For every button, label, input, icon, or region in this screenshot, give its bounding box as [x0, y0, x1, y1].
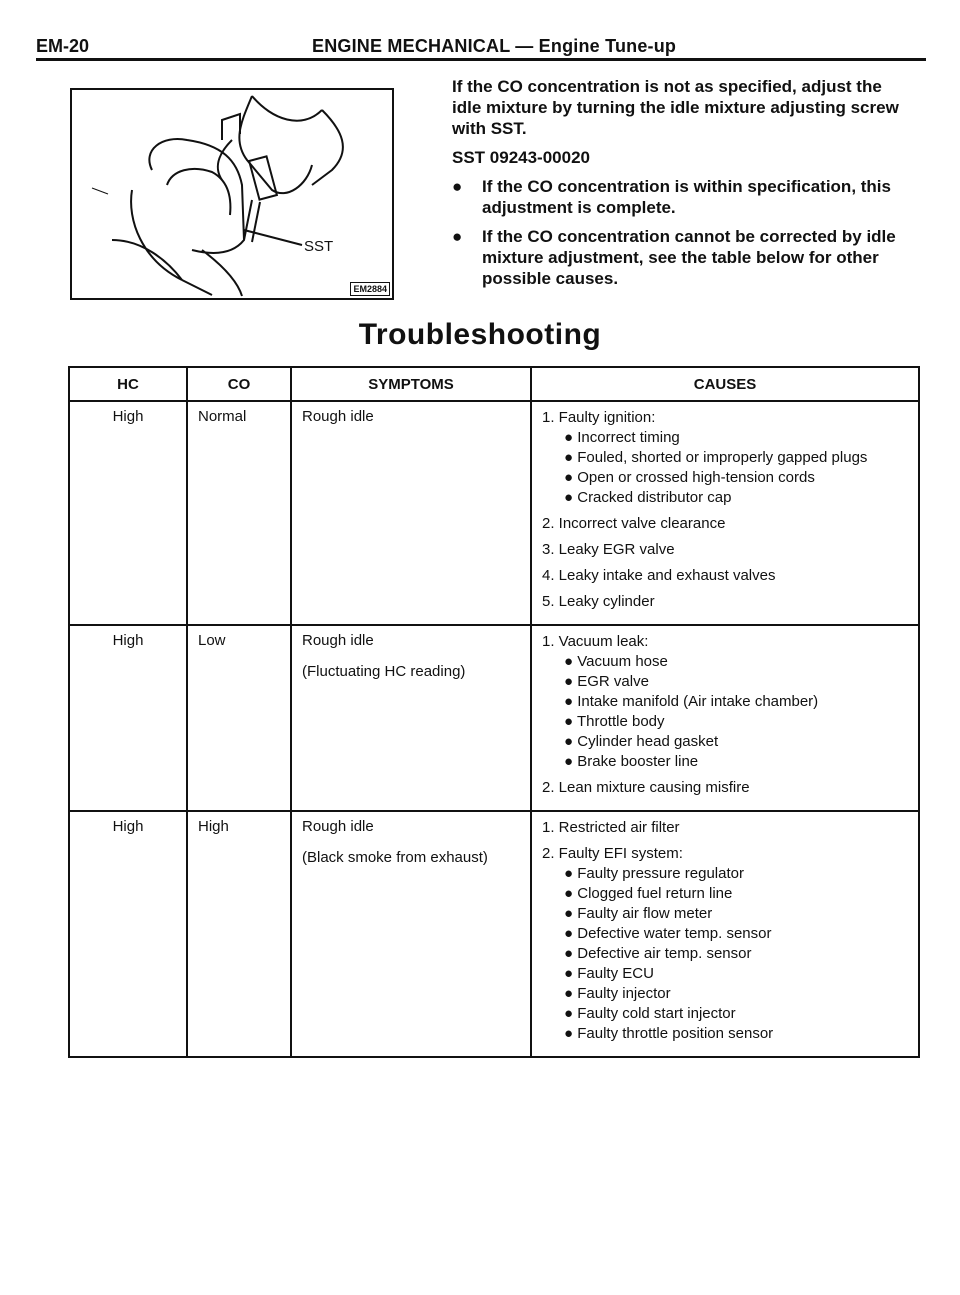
cause-item — [542, 566, 908, 586]
table-row — [69, 401, 919, 625]
cause-item — [542, 844, 908, 1044]
cause-subitem — [564, 488, 908, 508]
bullet-icon: ● — [564, 733, 578, 750]
bullet-icon: ● — [564, 865, 578, 882]
cause-text: 4. Leaky intake and exhaust valves — [542, 567, 776, 584]
symptom-note: (Black smoke from exhaust) — [302, 849, 488, 866]
cause-subitem-text: Fouled, shorted or improperly gapped plugs — [577, 449, 868, 466]
symptom-note: (Fluctuating HC reading) — [302, 663, 466, 680]
bullet-text: If the CO concentration is within specification, this adjustment is complete. — [482, 177, 891, 217]
cause-subitem — [564, 944, 908, 964]
cause-subitem-text: Throttle body — [576, 713, 665, 730]
bullet-icon: ● — [564, 489, 578, 506]
figure-sst-label: SST — [304, 238, 334, 255]
cause-subitem-text: Vacuum hose — [577, 653, 668, 670]
bullet-icon: ● — [564, 693, 578, 710]
cause-subitem — [564, 732, 908, 752]
header-rule — [36, 58, 926, 61]
cause-subitem — [564, 752, 908, 772]
cause-text: 2. Lean mixture causing misfire — [542, 779, 750, 796]
cause-subitem — [564, 1024, 908, 1044]
bullet-icon: ● — [564, 945, 578, 962]
figure-code: EM2884 — [350, 282, 390, 296]
cause-subitem — [564, 884, 908, 904]
troubleshooting-table — [68, 366, 920, 1058]
cause-subitem-text: Incorrect timing — [577, 429, 680, 446]
bullet-icon: ● — [564, 905, 578, 922]
symptom-text: Rough idle — [302, 818, 374, 835]
page-number: EM-20 — [36, 36, 90, 56]
cause-subitem — [564, 428, 908, 448]
causes-cell — [531, 401, 919, 625]
instructions — [452, 76, 912, 297]
cause-subitem — [564, 1004, 908, 1024]
cause-subitem-text: Intake manifold (Air intake chamber) — [577, 693, 819, 710]
symptom-cell — [291, 811, 531, 1057]
cause-item — [542, 408, 908, 508]
sst-number: SST 09243-00020 — [452, 148, 590, 167]
cause-text: 1. Faulty ignition: — [542, 409, 656, 426]
causes-cell — [531, 625, 919, 811]
hc-cell: High — [69, 625, 187, 811]
cause-subitem-text: EGR valve — [577, 673, 649, 690]
bullet-icon: ● — [564, 885, 578, 902]
adjustment-illustration — [70, 88, 394, 300]
cause-subitem — [564, 904, 908, 924]
section-title: Troubleshooting — [358, 318, 602, 351]
cause-subitem-text: Faulty air flow meter — [577, 905, 713, 922]
header-causes: CAUSES — [531, 367, 919, 401]
cause-subitem-text: Faulty pressure regulator — [577, 865, 744, 882]
bullet-icon: ● — [452, 177, 463, 196]
cause-subitem-text: Faulty throttle position sensor — [577, 1025, 774, 1042]
header-co: CO — [187, 367, 291, 401]
cause-subitem-text: Defective water temp. sensor — [577, 925, 772, 942]
symptom-text: Rough idle — [302, 408, 374, 425]
bullet-icon: ● — [564, 673, 578, 690]
page-title: ENGINE MECHANICAL — Engine Tune-up — [312, 36, 677, 56]
table-header-row — [69, 367, 919, 401]
cause-subitem-text: Faulty injector — [577, 985, 671, 1002]
cause-text: 3. Leaky EGR valve — [542, 541, 675, 558]
bullet-icon: ● — [564, 713, 577, 730]
table-row — [69, 625, 919, 811]
causes-cell — [531, 811, 919, 1057]
cause-subitem — [564, 448, 908, 468]
cause-subitem-text: Cylinder head gasket — [577, 733, 719, 750]
bullet-icon: ● — [564, 1025, 578, 1042]
cause-subitem — [564, 692, 908, 712]
cause-subitem — [564, 468, 908, 488]
cause-subitem — [564, 864, 908, 884]
symptom-cell — [291, 625, 531, 811]
instruction-bullet — [452, 226, 912, 289]
bullet-icon: ● — [564, 1005, 578, 1022]
cause-item — [542, 632, 908, 772]
header-hc: HC — [69, 367, 187, 401]
throttle-body-drawing — [72, 90, 392, 298]
bullet-icon: ● — [564, 653, 578, 670]
cause-subitem-text: Clogged fuel return line — [577, 885, 733, 902]
cause-subitem-text: Cracked distributor cap — [577, 489, 732, 506]
hc-cell: High — [69, 401, 187, 625]
bullet-icon: ● — [564, 429, 578, 446]
cause-subitem — [564, 672, 908, 692]
cause-text: 1. Restricted air filter — [542, 819, 680, 836]
cause-subitem — [564, 712, 908, 732]
header-symptoms: SYMPTOMS — [291, 367, 531, 401]
cause-text: 2. Incorrect valve clearance — [542, 515, 726, 532]
cause-text: 2. Faulty EFI system: — [542, 845, 683, 862]
instruction-bullet — [452, 176, 912, 218]
bullet-icon: ● — [564, 449, 578, 466]
co-cell: High — [187, 811, 291, 1057]
bullet-icon: ● — [564, 469, 578, 486]
page-header — [36, 26, 926, 54]
symptom-cell — [291, 401, 531, 625]
cause-text: 5. Leaky cylinder — [542, 593, 655, 610]
cause-text: 1. Vacuum leak: — [542, 633, 649, 650]
cause-subitem-text: Faulty cold start injector — [577, 1005, 736, 1022]
cause-subitem — [564, 964, 908, 984]
cause-subitem — [564, 984, 908, 1004]
cause-subitem-text: Open or crossed high-tension cords — [577, 469, 815, 486]
hc-cell: High — [69, 811, 187, 1057]
cause-subitem-text: Defective air temp. sensor — [577, 945, 752, 962]
cause-subitem-text: Faulty ECU — [577, 965, 654, 982]
cause-item — [542, 514, 908, 534]
bullet-icon: ● — [564, 985, 578, 1002]
cause-item — [542, 592, 908, 612]
symptom-text: Rough idle — [302, 632, 374, 649]
bullet-icon: ● — [564, 925, 578, 942]
cause-subitem-text: Brake booster line — [577, 753, 699, 770]
cause-subitem — [564, 924, 908, 944]
co-cell: Normal — [187, 401, 291, 625]
table-row — [69, 811, 919, 1057]
bullet-icon: ● — [452, 227, 463, 246]
cause-item — [542, 778, 908, 798]
instruction-paragraph: If the CO concentration is not as specified, adjust the idle mixture by turning the idle mixture adjusting screw with SST. — [452, 77, 899, 138]
bullet-icon: ● — [564, 965, 578, 982]
cause-item — [542, 818, 908, 838]
bullet-icon: ● — [564, 753, 578, 770]
cause-subitem — [564, 652, 908, 672]
cause-item — [542, 540, 908, 560]
bullet-text: If the CO concentration cannot be corrected by idle mixture adjustment, see the table below for other possible causes. — [482, 227, 896, 288]
co-cell: Low — [187, 625, 291, 811]
